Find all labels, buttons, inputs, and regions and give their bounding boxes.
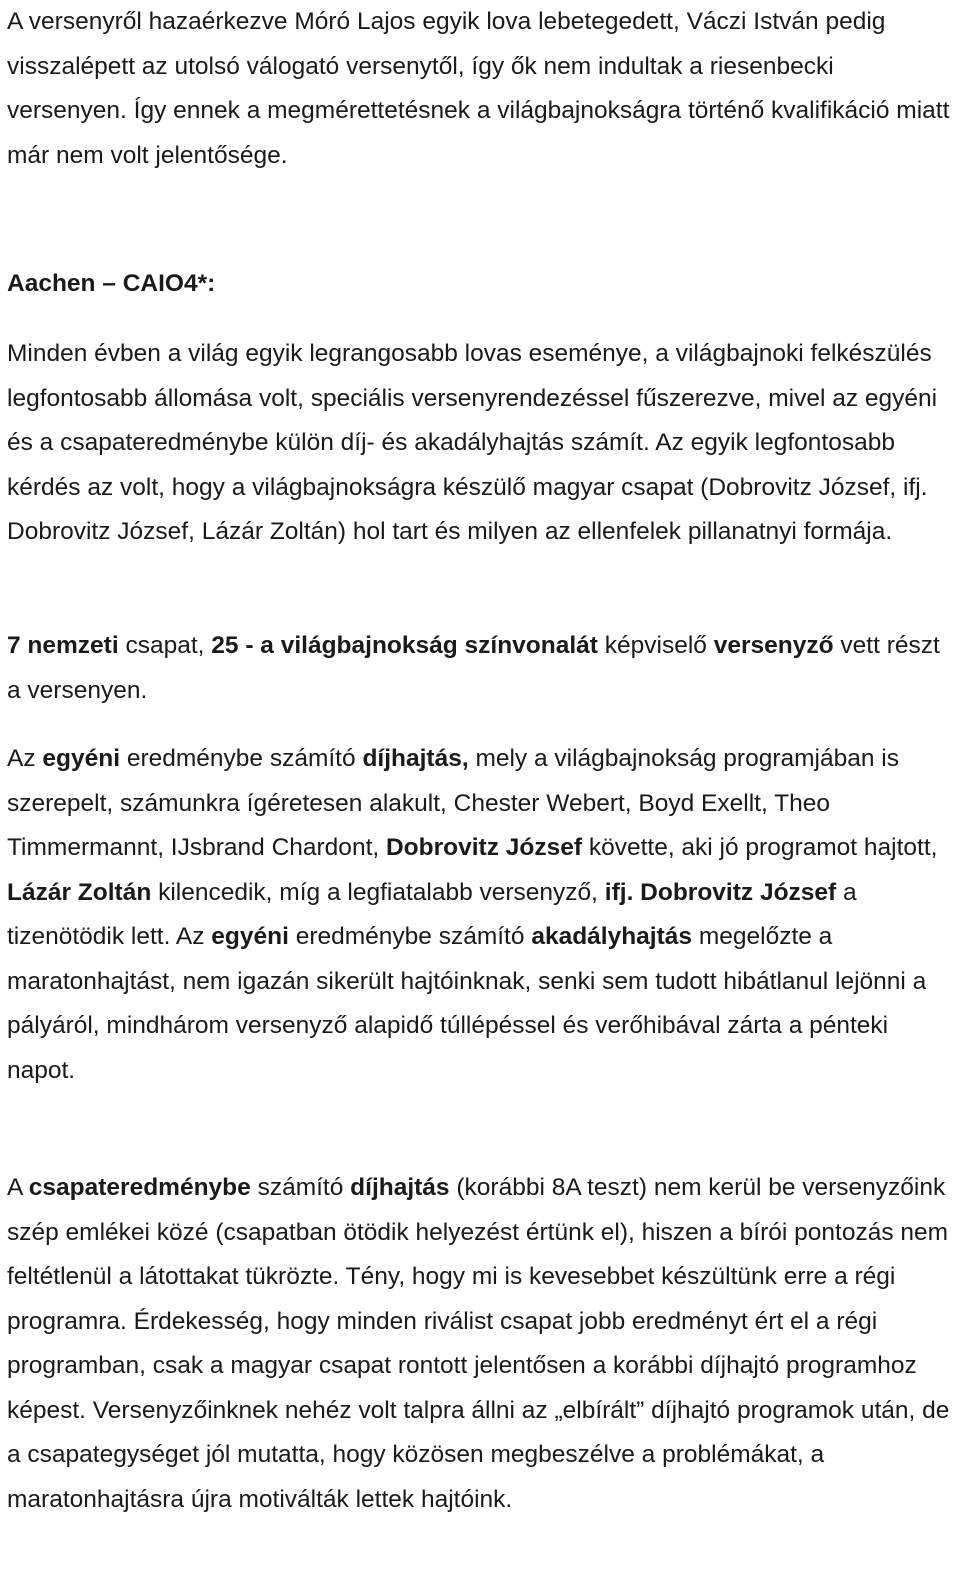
section-heading: Aachen – CAIO4*: (7, 270, 216, 297)
individual-results-paragraph (7, 737, 954, 1093)
bold-text: akadályhajtás (531, 923, 693, 950)
bold-text: egyéni (42, 745, 121, 772)
intro-paragraph: A versenyről hazaérkezve Móró Lajos egyik lova lebetegedett, Váczi István pedig visszalépett az utolsó válogató versenytől, így ők nem indultak a riesenbecki versenyen. Így ennek a megmérettetésnek a világbajnokságra történő kvalifikáció miatt már nem volt jelentősége. (7, 8, 950, 169)
text-span: mely a világbajnokság programjában is szerepelt, számunkra ígéretesen alakult, Chester Webert, Boyd Exellt, Theo Timmermannt, IJsbrand Chardont, (7, 745, 899, 861)
text-span: eredménybe számító (288, 923, 532, 950)
text-span: eredménybe számító (120, 745, 363, 772)
bold-text: ifj. Dobrovitz József (604, 878, 837, 906)
text-span: képviselő (597, 632, 714, 659)
text-span: a tizenötödik lett. Az (7, 878, 857, 950)
text-span: megelőzte a maratonhajtást, nem igazán sikerült hajtóinknak, senki sem tudott hibátlanul lejönni a pályáról, mindhárom versenyző alapidő túllépéssel és verőhibával zárta a pénteki napot. (7, 923, 927, 1084)
text-span: Az (7, 745, 43, 772)
bold-text: csapateredménybe (28, 1174, 251, 1201)
bold-text: díjhajtás, (362, 745, 469, 772)
bold-text: 7 nemzeti (7, 632, 119, 659)
bold-text: díjhajtás (350, 1174, 450, 1201)
bold-text: versenyző (713, 632, 834, 659)
text-span: vett részt a versenyen. (7, 632, 940, 704)
text-span: számító (250, 1174, 351, 1201)
text-span: csapat, (118, 632, 212, 659)
bold-text: egyéni (211, 923, 289, 950)
bold-text: 25 - a világbajnokság színvonalát (211, 632, 598, 659)
aachen-intro-paragraph: Minden évben a világ egyik legrangosabb lovas eseménye, a világbajnoki felkészülés legfontosabb állomása volt, speciális versenyrendezéssel fűszerezve, mivel az egyéni és a csapateredménybe külön díj- és akadályhajtás számít. Az egyik legfontosabb kérdés az volt, hogy a világbajnokságra készülő magyar csapat (Dobrovitz József, ifj. Dobrovitz József, Lázár Zoltán) hol tart és milyen az ellenfelek pillanatnyi formája. (7, 340, 938, 545)
participants-paragraph (7, 624, 954, 713)
bold-text: Lázár Zoltán (7, 878, 152, 906)
text-span: követte, aki jó programot hajtott, (582, 834, 938, 861)
text-span: kilencedik, míg a legfiatalabb versenyző, (151, 878, 605, 906)
team-results-paragraph (7, 1166, 954, 1522)
text-span: (korábbi 8A teszt) nem kerül be versenyzőink szép emlékei közé (csapatban ötödik helyezést értünk el), hiszen a bírói pontozás nem feltétlenül a látottakat tükrözte. Tény, hogy mi is kevesebbet készültünk erre a régi programra. Érdekesség, hogy minden riválist csapat jobb eredményt ért el a régi programban, csak a magyar csapat rontott jelentősen a korábbi díjhajtó programhoz képest. Versenyzőinknek nehéz volt talpra állni az „elbírált” díjhajtó programok után, de a csapategységet jól mutatta, hogy közösen megbeszélve a problémákat, a maratonhajtásra újra motiválták lettek hajtóink. (7, 1174, 950, 1513)
text-span: A (7, 1174, 29, 1201)
bold-text: Dobrovitz József (385, 834, 583, 861)
